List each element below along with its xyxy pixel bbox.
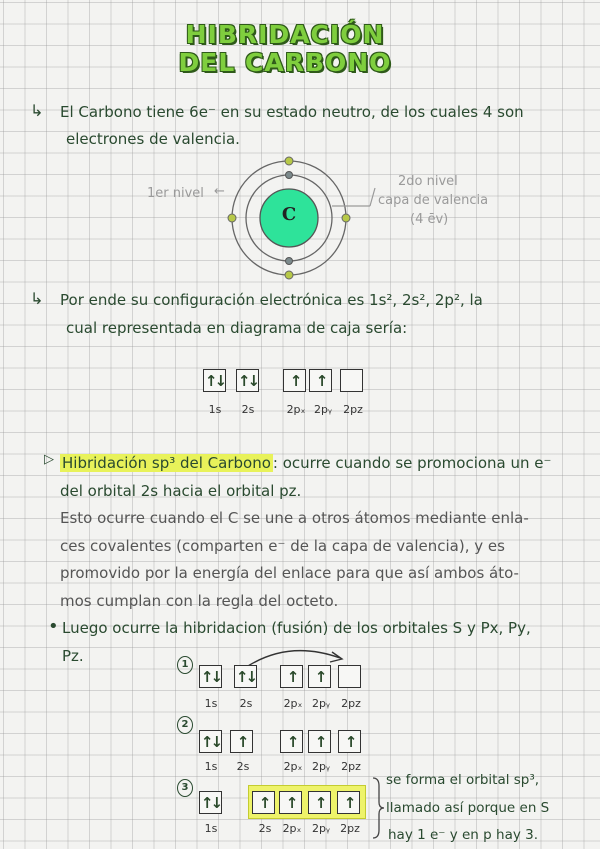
luego-line2: Pz.: [62, 647, 84, 665]
core-electron: [286, 172, 293, 179]
orbital-box-2pz: [340, 369, 363, 392]
orbital-label: 2s: [239, 697, 253, 710]
orbital-label: 2pₓ: [283, 760, 303, 773]
valence-shell-label: capa de valencia: [378, 193, 489, 208]
page-title-line1: HIBRIDACIÓN: [185, 20, 385, 49]
left-pointer-icon: ←: [214, 184, 225, 199]
orbital-box-sp3: ↑: [252, 791, 275, 814]
orbital-box-1s: ↑↓: [199, 730, 222, 753]
orbital-box-sp3: ↑: [337, 791, 360, 814]
hybrid-line6: mos cumplan con la regla del octeto.: [60, 592, 339, 610]
orbital-label: 2pz: [340, 822, 360, 835]
note-line1: se forma el orbital sp³,: [386, 772, 540, 788]
hybrid-line4: ces covalentes (comparten e⁻ de la capa de valencia), y es: [60, 537, 505, 555]
note-line2: llamado así porque en S: [386, 800, 550, 816]
orbital-label: 2s: [236, 760, 250, 773]
orbital-label: 2s: [258, 822, 272, 835]
right-pointer-icon: [330, 180, 380, 220]
arrow-bullet-icon: ↳: [30, 101, 44, 120]
orbital-label: 1s: [208, 403, 222, 416]
hybrid-heading: Hibridación sp³ del Carbono: [62, 454, 271, 472]
orbital-label: 2pᵧ: [311, 760, 331, 773]
orbital-box-2px: ↑: [280, 665, 303, 688]
orbital-box-2s: ↑↓: [234, 665, 257, 688]
orbital-label: 2pz: [343, 403, 363, 416]
orbital-label: 1s: [204, 760, 218, 773]
orbital-label: 2pᵧ: [311, 697, 331, 710]
page-title-line2: DEL CARBONO: [178, 48, 392, 77]
step-number: 1: [177, 656, 193, 674]
orbital-box-2py: ↑: [309, 369, 332, 392]
orbital-label: 2pz: [341, 697, 361, 710]
orbital-label: 2pₓ: [282, 822, 302, 835]
orbital-box-sp3: ↑: [279, 791, 302, 814]
orbital-label: 2pₓ: [286, 403, 306, 416]
orbital-label: 1s: [204, 697, 218, 710]
orbital-label: 2pₓ: [283, 697, 303, 710]
orbital-box-2py: ↑: [308, 730, 331, 753]
orbital-box-2py: ↑: [308, 665, 331, 688]
orbital-label: 2pᵧ: [313, 403, 333, 416]
orbital-label: 1s: [204, 822, 218, 835]
orbital-box-2px: ↑: [283, 369, 306, 392]
hybrid-line3: Esto ocurre cuando el C se une a otros átomos mediante enla-: [60, 509, 529, 527]
second-level-label: 2do nivel: [398, 174, 458, 189]
valence-electron-count: (4 ēv): [410, 212, 449, 227]
valence-electron: [285, 271, 293, 279]
step-number: 3: [177, 779, 193, 797]
orbital-box-2pz: [338, 665, 361, 688]
triangle-bullet-icon: ▷: [44, 452, 54, 467]
note-line3: hay 1 e⁻ y en p hay 3.: [388, 827, 538, 843]
config-line2: cual representada en diagrama de caja sería:: [66, 319, 408, 337]
orbital-box-1s: ↑↓: [199, 665, 222, 688]
arrow-bullet-icon: ↳: [30, 289, 44, 308]
orbital-box-2s: ↑↓: [236, 369, 259, 392]
nucleus-symbol: C: [281, 204, 297, 225]
orbital-box-sp3: ↑: [308, 791, 331, 814]
valence-electron: [228, 214, 236, 222]
bullet-dot-icon: •: [48, 616, 59, 637]
orbital-box-2pz: ↑: [338, 730, 361, 753]
hybrid-line5: promovido por la energía del enlace para que así ambos áto-: [60, 564, 519, 582]
step-number: 2: [177, 716, 193, 734]
curly-brace-icon: [370, 776, 386, 840]
intro-line1: El Carbono tiene 6e⁻ en su estado neutro, de los cuales 4 son: [60, 103, 524, 121]
orbital-label: 2pᵧ: [311, 822, 331, 835]
orbital-label: 2pz: [341, 760, 361, 773]
core-electron: [286, 258, 293, 265]
luego-line1: Luego ocurre la hibridacion (fusión) de los orbitales S y Px, Py,: [62, 619, 531, 637]
intro-line2: electrones de valencia.: [66, 130, 240, 148]
first-level-label: 1er nivel: [147, 186, 204, 201]
orbital-label: 2s: [241, 403, 255, 416]
valence-electron: [285, 157, 293, 165]
orbital-box-2s: ↑: [230, 730, 253, 753]
hybrid-line1: [60, 450, 551, 477]
hybrid-line2: del orbital 2s hacia el orbital pz.: [60, 482, 302, 500]
orbital-box-1s: ↑↓: [199, 791, 222, 814]
orbital-box-2px: ↑: [280, 730, 303, 753]
config-line1: Por ende su configuración electrónica es 1s², 2s², 2p², la: [60, 291, 483, 309]
hybrid-line1-rest: : ocurre cuando se promociona un e⁻: [272, 454, 552, 472]
orbital-box-1s: ↑↓: [203, 369, 226, 392]
